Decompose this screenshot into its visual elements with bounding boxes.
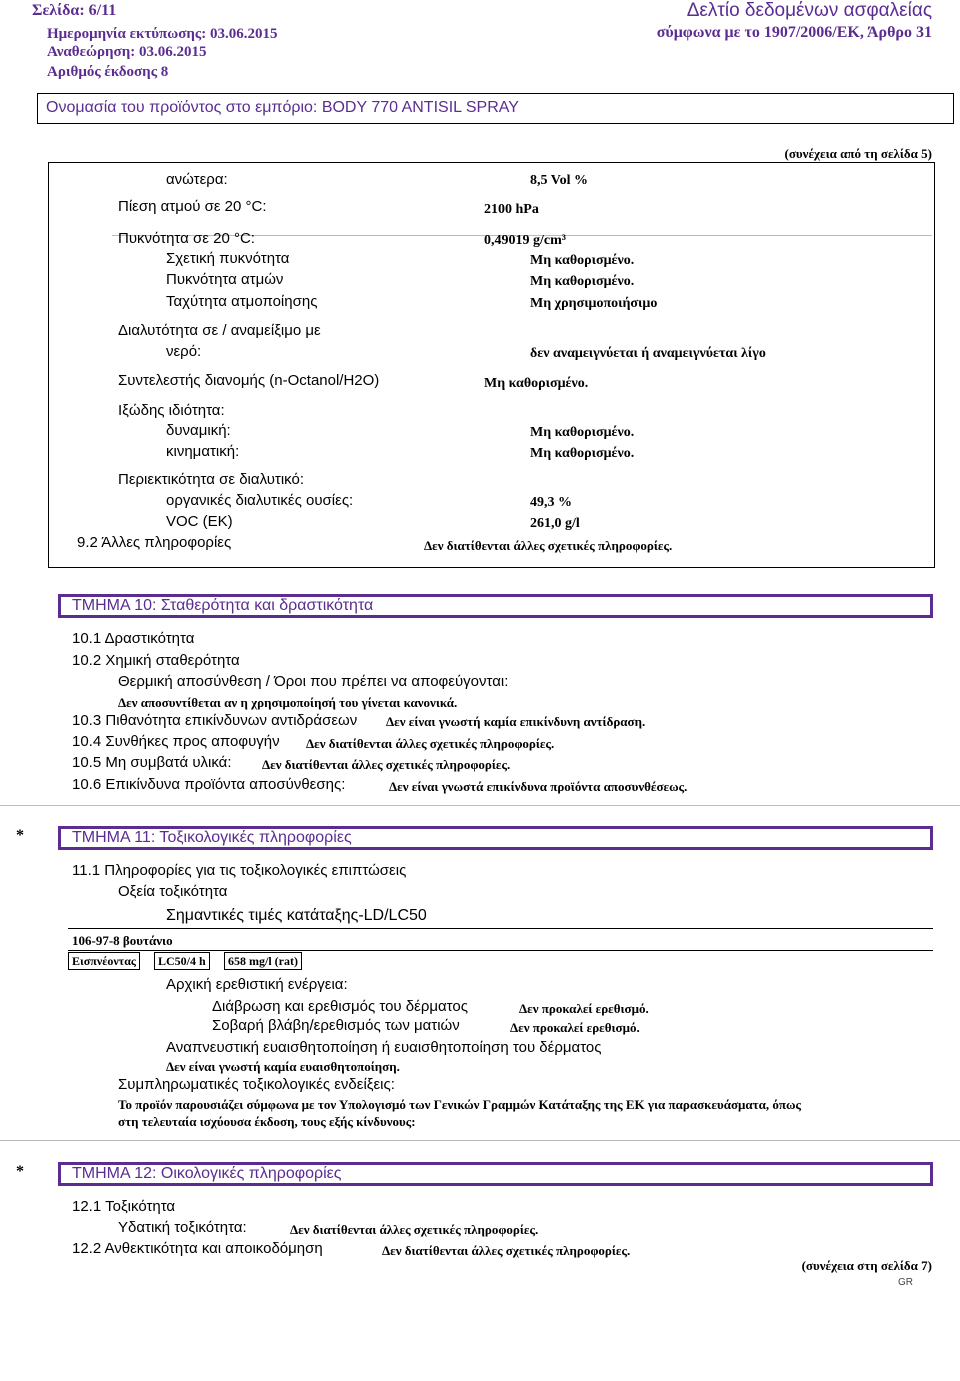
partition-coefficient-label: Συντελεστής διανομής (n-Octanol/H2O) xyxy=(118,372,380,389)
toxicity-metric: LC50/4 h xyxy=(154,952,210,970)
solvent-content-label: Περιεκτικότητα σε διαλυτικό: xyxy=(118,471,304,488)
sensitisation-label: Αναπνευστική ευαισθητοποίηση ή ευαισθητοποίηση του δέρματος xyxy=(166,1039,602,1056)
thermal-decomposition-value: Δεν αποσυντίθεται αν η χρησιμοποίησή του γίνεται κανονικά. xyxy=(118,695,458,710)
relative-density-value: Μη καθορισμένο. xyxy=(530,253,635,268)
substance-row-divider xyxy=(68,950,933,951)
vapor-pressure-value: 2100 hPa xyxy=(484,202,539,217)
sensitisation-value: Δεν είναι γνωστή καμία ευαισθητοποίηση. xyxy=(166,1059,400,1074)
product-name: Ονομασία του προϊόντος στο εμπόριο: BODY 770 ANTISIL SPRAY xyxy=(46,99,519,116)
reactivity-heading: 10.1 Δραστικότητα xyxy=(72,630,195,647)
dynamic-viscosity-label: δυναμική: xyxy=(166,422,231,439)
incompatible-materials-value: Δεν διατίθενται άλλες σχετικές πληροφορίες. xyxy=(262,757,511,772)
organic-solvents-label: οργανικές διαλυτικές ουσίες: xyxy=(166,492,354,509)
voc-value: 261,0 g/l xyxy=(530,516,580,531)
section-12-title: ΤΜΗΜΑ 12: Οικολογικές πληροφορίες xyxy=(72,1165,342,1182)
document-title: Δελτίο δεδομένων ασφαλείας xyxy=(686,0,932,21)
conditions-to-avoid-label: 10.4 Συνθήκες προς αποφυγήν xyxy=(72,733,280,750)
supplementary-info-line1: Το προϊόν παρουσιάζει σύμφωνα με τον Υπολογισμό των Γενικών Γραμμών Κατάταξης της ΕΚ για παρασκευάσματα, όπως xyxy=(118,1097,802,1112)
decomposition-products-label: 10.6 Επικίνδυνα προϊόντα αποσύνθεσης: xyxy=(72,776,346,793)
continued-from: (συνέχεια από τη σελίδα 5) xyxy=(784,146,932,161)
other-information-label: 9.2 Άλλες πληροφορίες xyxy=(77,534,232,551)
substance-name: 106-97-8 βουτάνιο xyxy=(72,933,173,948)
voc-label: VOC (EK) xyxy=(166,513,233,530)
persistence-value: Δεν διατίθενται άλλες σχετικές πληροφορίες. xyxy=(382,1243,631,1258)
primary-irritation-label: Αρχική ερεθιστική ενέργεια: xyxy=(166,976,348,993)
print-date: Ημερομηνία εκτύπωσης: 03.06.2015 xyxy=(47,26,278,42)
conditions-to-avoid-value: Δεν διατίθενται άλλες σχετικές πληροφορίες. xyxy=(306,736,555,751)
evaporation-rate-label: Ταχύτητα ατμοποίησης xyxy=(166,293,318,310)
thermal-decomposition-label: Θερμική αποσύνθεση / Όροι που πρέπει να αποφεύγονται: xyxy=(118,673,509,690)
persistence-label: 12.2 Ανθεκτικότητα και αποικοδόμηση xyxy=(72,1240,323,1257)
skin-corrosion-label: Διάβρωση και ερεθισμός του δέρματος xyxy=(212,998,468,1015)
skin-corrosion-value: Δεν προκαλεί ερεθισμό. xyxy=(519,1001,649,1016)
toxicity-value: 658 mg/l (rat) xyxy=(224,952,302,970)
kinematic-viscosity-value: Μη καθορισμένο. xyxy=(530,446,635,461)
vapor-density-value: Μη καθορισμένο. xyxy=(530,274,635,289)
other-information-value: Δεν διατίθενται άλλες σχετικές πληροφορίες. xyxy=(424,538,673,553)
kinematic-viscosity-label: κινηματική: xyxy=(166,443,240,460)
toxicity-heading: 12.1 Τοξικότητα xyxy=(72,1198,176,1215)
eye-damage-value: Δεν προκαλεί ερεθισμό. xyxy=(510,1020,640,1035)
aquatic-toxicity-label: Υδατική τοξικότητα: xyxy=(118,1219,247,1236)
partition-coefficient-value: Μη καθορισμένο. xyxy=(484,376,589,391)
eye-damage-label: Σοβαρή βλάβη/ερεθισμός των ματιών xyxy=(212,1017,460,1034)
toxicological-effects-heading: 11.1 Πληροφορίες για τις τοξικολογικές επιπτώσεις xyxy=(72,862,407,879)
upper-limit-value: 8,5 Vol % xyxy=(530,173,588,188)
solubility-value: δεν αναμειγνύεται ή αναμειγνύεται λίγο xyxy=(530,346,766,361)
hazardous-reactions-label: 10.3 Πιθανότητα επικίνδυνων αντιδράσεων xyxy=(72,712,358,729)
vapor-pressure-label: Πίεση ατμού σε 20 °C: xyxy=(118,198,267,215)
section-12-change-marker: * xyxy=(16,1163,24,1180)
section-11-title: ΤΜΗΜΑ 11: Τοξικολογικές πληροφορίες xyxy=(72,829,352,846)
aquatic-toxicity-value: Δεν διατίθενται άλλες σχετικές πληροφορίες. xyxy=(290,1222,539,1237)
section-10-title: ΤΜΗΜΑ 10: Σταθερότητα και δραστικότητα xyxy=(72,597,374,614)
evaporation-rate-value: Μη χρησιμοποιήσιμο xyxy=(530,296,658,311)
language-code: GR xyxy=(898,1277,913,1288)
product-name-box xyxy=(37,93,954,124)
ld-lc50-title: Σημαντικές τιμές κατάταξης-LD/LC50 xyxy=(166,907,427,924)
section-10-header xyxy=(58,594,933,618)
viscosity-label: Ιξώδης ιδιότητα: xyxy=(118,402,225,419)
section-11-header xyxy=(58,826,933,850)
supplementary-info-line2: στη τελευταία ισχύουσα έκδοση, τους εξής κίνδυνους: xyxy=(118,1114,416,1129)
density-value: 0,49019 g/cm³ xyxy=(484,233,566,248)
relative-density-label: Σχετική πυκνότητα xyxy=(166,250,290,267)
exposure-route: Εισπνέοντας xyxy=(68,952,140,970)
continued-on: (συνέχεια στη σελίδα 7) xyxy=(801,1258,932,1273)
acute-toxicity-heading: Οξεία τοξικότητα xyxy=(118,883,228,900)
vapor-density-label: Πυκνότητα ατμών xyxy=(166,271,284,288)
page-number: Σελίδα: 6/11 xyxy=(32,2,117,19)
section-12-header xyxy=(58,1162,933,1186)
chemical-stability-heading: 10.2 Χημική σταθερότητα xyxy=(72,652,240,669)
decomposition-products-value: Δεν είναι γνωστά επικίνδυνα προϊόντα αποσυνθέσεως. xyxy=(389,779,688,794)
section-11-change-marker: * xyxy=(16,827,24,844)
upper-limit-label: ανώτερα: xyxy=(166,171,228,188)
density-label: Πυκνότητα σε 20 °C: xyxy=(118,230,255,247)
regulation-reference: σύμφωνα με το 1907/2006/ΕΚ, Άρθρο 31 xyxy=(656,24,932,41)
incompatible-materials-label: 10.5 Μη συμβατά υλικά: xyxy=(72,754,232,771)
organic-solvents-value: 49,3 % xyxy=(530,495,572,510)
solubility-label: Διαλυτότητα σε / αναμείξιμο με xyxy=(118,322,321,339)
supplementary-info-label: Συμπληρωματικές τοξικολογικές ενδείξεις: xyxy=(118,1076,395,1093)
version-number: Αριθμός έκδοσης 8 xyxy=(47,64,169,80)
dynamic-viscosity-value: Μη καθορισμένο. xyxy=(530,425,635,440)
revision-date: Αναθεώρηση: 03.06.2015 xyxy=(47,44,207,60)
hazardous-reactions-value: Δεν είναι γνωστή καμία επικίνδυνη αντίδραση. xyxy=(386,714,646,729)
solubility-label-water: νερό: xyxy=(166,343,202,360)
